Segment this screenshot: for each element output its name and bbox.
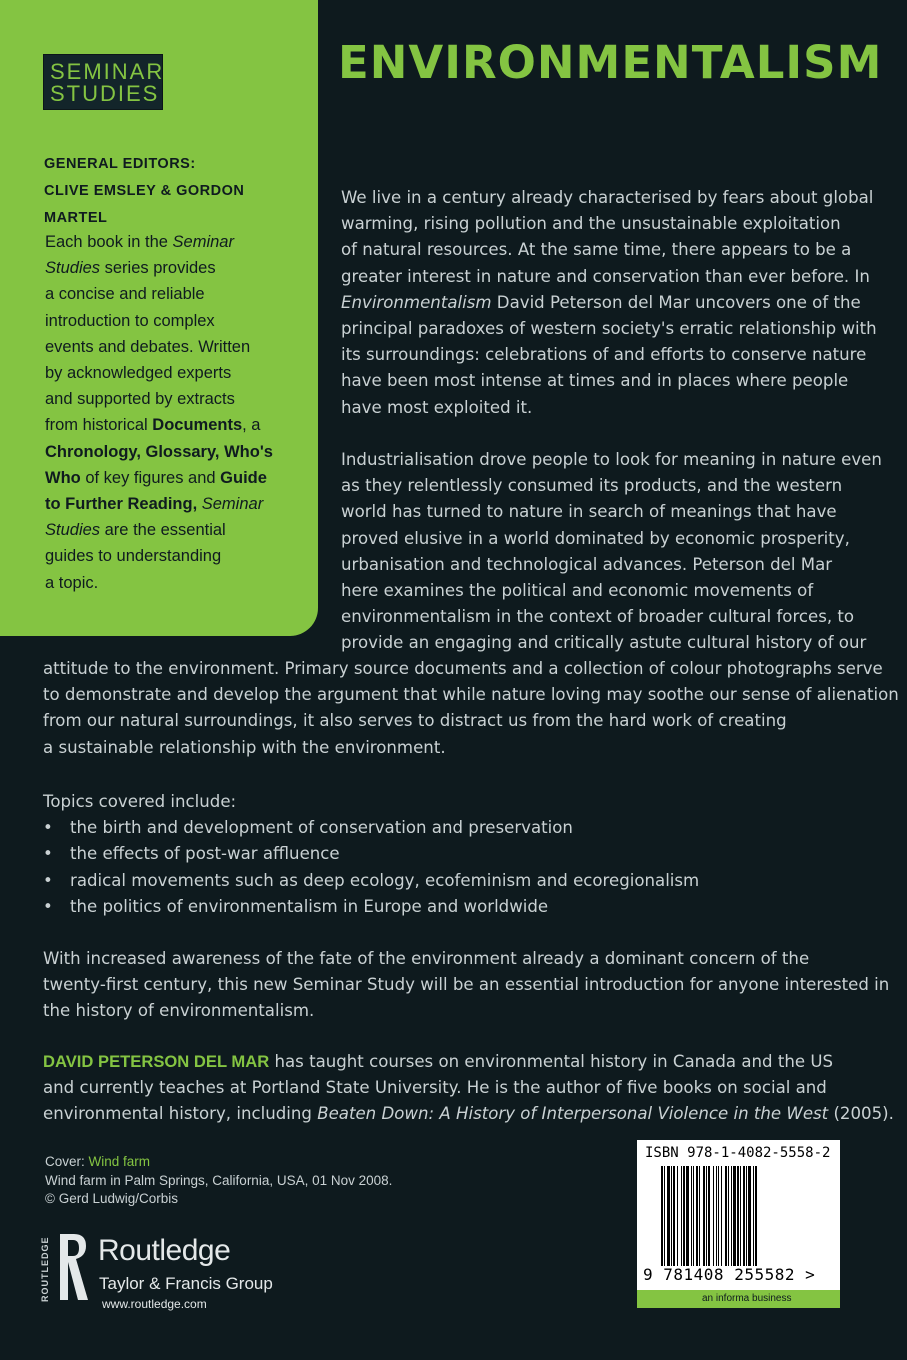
bio-line: and currently teaches at Portland State University. He is the author of five books on social and [43, 1078, 827, 1098]
list-item [43, 894, 549, 920]
publisher-logo [40, 1230, 280, 1310]
intro-text: by acknowledged experts [45, 364, 232, 383]
intro-text: are the essential [100, 521, 226, 540]
blurb-line: provide an engaging and critically astute cultural history of our [341, 633, 867, 653]
blurb-line: have most exploited it. [341, 397, 533, 417]
blurb-line: as they relentlessly consumed its products, and the western [341, 476, 843, 496]
intro-text: Seminar [201, 495, 264, 514]
intro-text: , a [242, 416, 261, 435]
blurb-line: proved elusive in a world dominated by economic prosperity, [341, 528, 850, 548]
publisher-url: www.routledge.com [102, 1297, 207, 1311]
publisher-group: Taylor & Francis Group [99, 1274, 273, 1293]
intro-text: Studies [45, 521, 101, 540]
barcode-digits: 9 781408 255582 > [643, 1265, 816, 1284]
bio-line: (2005). [828, 1104, 894, 1124]
general-editors [44, 151, 304, 232]
intro-text: from historical [45, 416, 153, 435]
blurb-line: principal paradoxes of western society's erratic relationship with [341, 318, 877, 338]
blurb-paragraph-1 [341, 185, 877, 421]
publisher-name: Routledge [98, 1234, 231, 1267]
blurb-line: David Peterson del Mar uncovers one of the [491, 292, 861, 312]
blurb-line: its surroundings: celebrations of and efforts to conserve nature [341, 345, 867, 365]
blurb-line: world has turned to nature in search of meanings that have [341, 502, 837, 522]
blurb-paragraph-3 [43, 946, 889, 1025]
blurb-line: greater interest in nature and conservation than ever before. In [341, 266, 870, 286]
blurb-line: environmentalism in the context of broader cultural forces, to [341, 607, 855, 627]
isbn-text: ISBN 978-1-4082-5558-2 [645, 1145, 831, 1161]
intro-text: a concise and reliable [45, 285, 205, 304]
logo-line-2: STUDIES [50, 81, 160, 106]
intro-text: Seminar [172, 233, 234, 251]
series-description [45, 229, 295, 596]
topics-heading: Topics covered include: [43, 792, 237, 811]
intro-text: events and debates. Written [45, 337, 251, 356]
author-bio [43, 1049, 894, 1128]
credit-label: Cover: [45, 1154, 89, 1169]
blurb-line: twenty-first century, this new Seminar Study will be an essential introduction for anyone interested in [43, 975, 890, 995]
list-item [43, 815, 573, 841]
intro-text: Chronology, Glossary, Who's [45, 442, 273, 461]
photo-copyright: © Gerd Ludwig/Corbis [45, 1191, 179, 1206]
intro-text: to Further Reading, [45, 495, 202, 514]
book-title: ENVIRONMENTALISM [338, 36, 883, 89]
bullet-icon: • [43, 896, 53, 916]
blurb-line: here examines the political and economic movements of [341, 580, 814, 600]
blurb-line: We live in a century already characterised by fears about global [341, 188, 874, 207]
editors-label: GENERAL EDITORS: [44, 156, 196, 172]
editors-names: CLIVE EMSLEY & GORDON MARTEL [44, 183, 245, 226]
seminar-studies-logo [43, 54, 163, 110]
barcode-icon [661, 1166, 821, 1266]
logo-line-1: SEMINAR [50, 59, 165, 84]
blurb-line: warming, rising pollution and the unsustainable exploitation [341, 214, 841, 234]
blurb-line: attitude to the environment. Primary source documents and a collection of colour photographs serve [43, 659, 883, 678]
cover-credit [45, 1153, 392, 1209]
author-name: DAVID PETERSON DEL MAR [43, 1052, 270, 1071]
book-title-italic: Environmentalism [341, 292, 492, 312]
blurb-line: of natural resources. At the same time, there appears to be a [341, 240, 852, 260]
intro-text: and supported by extracts [45, 390, 235, 409]
intro-text: Studies [45, 259, 101, 278]
publisher-vertical-text: ROUTLEDGE [40, 1236, 50, 1302]
blurb-line: from our natural surroundings, it also serves to distract us from the hard work of creating [43, 711, 787, 731]
other-book-title: Beaten Down: A History of Interpersonal Violence in the West [317, 1104, 829, 1124]
blurb-line: urbanisation and technological advances. Peterson del Mar [341, 554, 833, 574]
bullet-icon: • [43, 818, 53, 838]
blurb-paragraph-2 [341, 447, 882, 657]
bullet-icon: • [43, 870, 53, 890]
topic-text: radical movements such as deep ecology, ecofeminism and ecoregionalism [70, 870, 700, 890]
blurb-paragraph-2-continued [43, 656, 899, 761]
intro-text: Who [45, 468, 81, 487]
intro-text: Guide [220, 468, 267, 487]
list-item [43, 841, 340, 867]
blurb-line: have been most intense at times and in places where people [341, 371, 849, 391]
intro-text: introduction to complex [45, 311, 215, 330]
intro-text: Documents [152, 416, 243, 435]
isbn-barcode [637, 1140, 840, 1308]
bullet-icon: • [43, 844, 53, 864]
intro-text: series provides [100, 259, 216, 278]
list-item [43, 868, 700, 894]
blurb-line: a sustainable relationship with the environment. [43, 737, 446, 757]
blurb-line: to demonstrate and develop the argument that while nature loving may soothe our sense of alienation [43, 685, 899, 705]
blurb-line: Industrialisation drove people to look for meaning in nature even [341, 450, 882, 469]
bio-line: has taught courses on environmental history in Canada and the US [269, 1052, 834, 1071]
intro-text: Each book in the [45, 233, 173, 251]
routledge-r-icon [56, 1230, 92, 1304]
credit-title: Wind farm [88, 1154, 151, 1169]
topic-text: the politics of environmentalism in Europe and worldwide [70, 896, 549, 916]
topics-list [43, 789, 700, 920]
bio-line: environmental history, including [43, 1104, 318, 1124]
intro-text: of key figures and [80, 468, 221, 487]
blurb-line: With increased awareness of the fate of the environment already a dominant concern of the [43, 949, 810, 968]
topic-text: the effects of post-war affluence [70, 844, 340, 864]
informa-business-label: an informa business [637, 1290, 840, 1308]
intro-text: guides to understanding [45, 547, 222, 566]
blurb-line: the history of environmentalism. [43, 1001, 315, 1021]
topic-text: the birth and development of conservation and preservation [70, 818, 573, 838]
intro-text: a topic. [45, 573, 99, 592]
credit-caption: Wind farm in Palm Springs, California, USA, 01 Nov 2008. [45, 1172, 393, 1188]
